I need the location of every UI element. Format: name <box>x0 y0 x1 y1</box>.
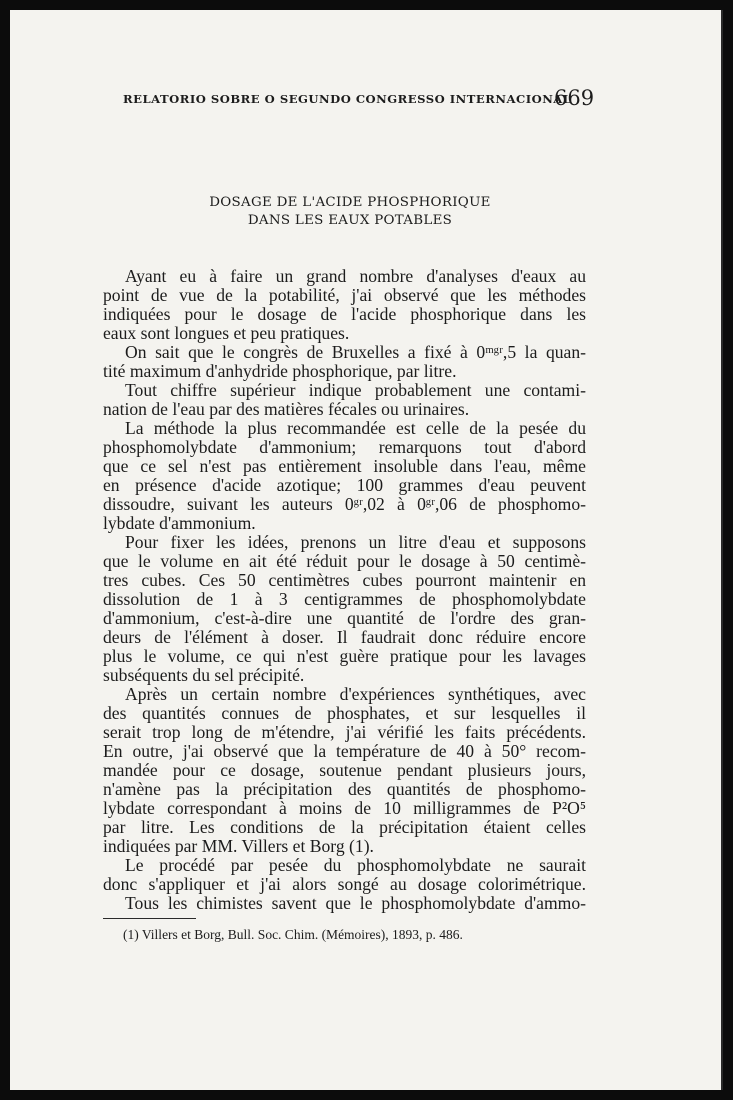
body-line: nation de l'eau par des matières fécales ou urinaires. <box>103 400 470 419</box>
page-number: 669 <box>554 86 595 110</box>
book-page <box>10 10 723 1090</box>
body-line: des quantités connues de phosphates, et sur lesquelles il <box>103 704 586 723</box>
body-line: point de vue de la potabilité, j'ai observé que les méthodes <box>103 286 586 305</box>
body-line: deurs de l'élément à doser. Il faudrait donc réduire encore <box>103 628 586 647</box>
body-line: Tout chiffre supérieur indique probablement une contami- <box>125 381 586 400</box>
body-line: que ce sel n'est pas entièrement insoluble dans l'eau, même <box>103 457 586 476</box>
body-text <box>103 267 586 913</box>
footnote: (1) Villers et Borg, Bull. Soc. Chim. (Mémoires), 1893, p. 486. <box>123 927 463 942</box>
body-line: donc s'appliquer et j'ai alors songé au dosage colorimétrique. <box>103 875 586 894</box>
body-line: mandée pour ce dosage, soutenue pendant plusieurs jours, <box>103 761 586 780</box>
body-line: plus le volume, ce qui n'est guère pratique pour les lavages <box>103 647 586 666</box>
body-line: indiquées par MM. Villers et Borg (1). <box>103 837 374 856</box>
running-head-title: RELATORIO SOBRE O SEGUNDO CONGRESSO INTERNACIONAL <box>123 92 572 106</box>
body-line: n'amène pas la précipitation des quantités de phosphomo- <box>103 780 586 799</box>
body-line: subséquents du sel précipité. <box>103 666 305 685</box>
body-line: par litre. Les conditions de la précipitation étaient celles <box>103 818 586 837</box>
body-line: que le volume en ait été réduit pour le dosage à 50 centimè- <box>103 552 586 571</box>
body-line: phosphomolybdate d'ammonium; remarquons tout d'abord <box>103 438 586 457</box>
body-line: tité maximum d'anhydride phosphorique, par litre. <box>103 362 457 381</box>
body-line: dissolution de 1 à 3 centigrammes de phosphomolybdate <box>103 590 586 609</box>
body-line: serait trop long de m'étendre, j'ai vérifié les faits précédents. <box>103 723 586 742</box>
body-line: Ayant eu à faire un grand nombre d'analyses d'eaux au <box>125 267 586 286</box>
body-line: Tous les chimistes savent que le phosphomolybdate d'ammo- <box>125 894 586 913</box>
body-line: La méthode la plus recommandée est celle de la pesée du <box>125 419 586 438</box>
body-line: indiquées pour le dosage de l'acide phosphorique dans les <box>103 305 586 324</box>
footnote-rule <box>103 918 196 919</box>
body-line: dissoudre, suivant les auteurs 0ᵍʳ,02 à 0ᵍʳ,06 de phosphomo- <box>103 495 586 514</box>
article-title-line-1: DOSAGE DE L'ACIDE PHOSPHORIQUE <box>209 195 491 210</box>
body-line: Après un certain nombre d'expériences synthétiques, avec <box>125 685 586 704</box>
article-title <box>110 194 590 230</box>
body-line: d'ammonium, c'est-à-dire une quantité de l'ordre des gran- <box>103 609 586 628</box>
body-line: tres cubes. Ces 50 centimètres cubes pourront maintenir en <box>103 571 586 590</box>
article-title-line-2: DANS LES EAUX POTABLES <box>247 213 453 228</box>
body-line: en présence d'acide azotique; 100 grammes d'eau peuvent <box>103 476 586 495</box>
body-line: lybdate d'ammonium. <box>103 514 256 533</box>
body-line: eaux sont longues et peu pratiques. <box>103 324 350 343</box>
body-line: Le procédé par pesée du phosphomolybdate ne saurait <box>125 856 586 875</box>
body-line: En outre, j'ai observé que la température de 40 à 50° recom- <box>103 742 586 761</box>
body-line: lybdate correspondant à moins de 10 milligrammes de P²O⁵ <box>103 799 586 818</box>
body-line: Pour fixer les idées, prenons un litre d'eau et supposons <box>125 533 586 552</box>
body-line: On sait que le congrès de Bruxelles a fixé à 0ᵐᵍʳ,5 la quan- <box>125 343 586 362</box>
